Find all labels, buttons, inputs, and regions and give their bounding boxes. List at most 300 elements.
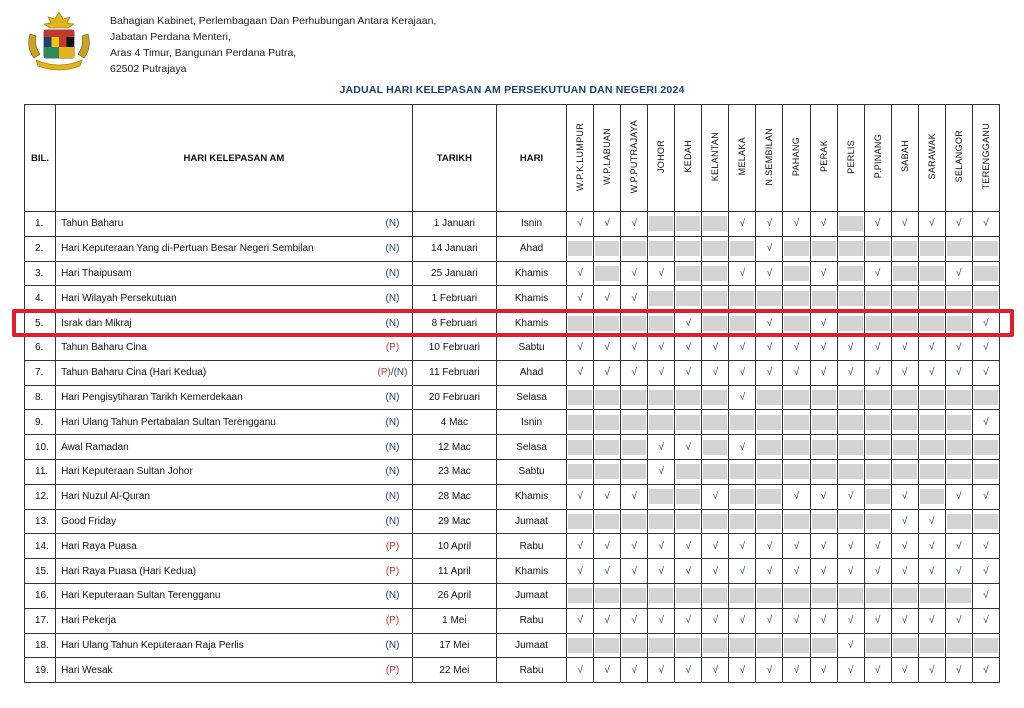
check-mark-icon: √	[945, 534, 972, 559]
not-holiday-cell	[567, 311, 594, 336]
grey-fill	[784, 638, 808, 653]
grey-fill	[730, 241, 754, 256]
grey-fill	[947, 440, 971, 455]
check-mark-icon: √	[945, 559, 972, 584]
not-holiday-cell	[837, 385, 864, 410]
grey-fill	[703, 638, 727, 653]
not-holiday-cell	[945, 236, 972, 261]
not-holiday-cell	[837, 459, 864, 484]
not-holiday-cell	[945, 633, 972, 658]
check-mark-icon: √	[918, 212, 945, 237]
check-mark-icon: √	[918, 608, 945, 633]
check-mark-icon: √	[648, 658, 675, 683]
table-row	[25, 410, 1000, 435]
not-holiday-cell	[891, 311, 918, 336]
check-mark-icon: √	[891, 484, 918, 509]
not-holiday-cell	[702, 459, 729, 484]
check-mark-icon: √	[891, 608, 918, 633]
not-holiday-cell	[567, 583, 594, 608]
holiday-name: Hari Keputeraan Yang di-Pertuan Besar Negeri Sembilan	[56, 236, 374, 261]
grey-fill	[920, 415, 944, 430]
not-holiday-cell	[702, 583, 729, 608]
holiday-table	[24, 104, 1000, 683]
not-holiday-cell	[918, 459, 945, 484]
not-holiday-cell	[783, 236, 810, 261]
holiday-date: 1 Januari	[412, 212, 496, 237]
row-number: 17.	[25, 608, 56, 633]
grey-fill	[676, 464, 700, 479]
holiday-type-badge: (N)	[373, 311, 412, 336]
not-holiday-cell	[918, 311, 945, 336]
holiday-name: Hari Wesak	[56, 658, 374, 683]
holiday-type-badge: (N)	[373, 212, 412, 237]
state-label: PERLIS	[845, 139, 856, 174]
grey-fill	[784, 415, 808, 430]
grey-fill	[839, 514, 863, 529]
check-mark-icon: √	[675, 608, 702, 633]
check-mark-icon: √	[621, 212, 648, 237]
check-mark-icon: √	[594, 534, 621, 559]
grey-fill	[812, 291, 836, 306]
not-holiday-cell	[810, 286, 837, 311]
check-mark-icon: √	[783, 658, 810, 683]
check-mark-icon: √	[756, 311, 783, 336]
check-mark-icon: √	[702, 658, 729, 683]
check-mark-icon: √	[648, 608, 675, 633]
grey-fill	[866, 638, 890, 653]
check-mark-icon: √	[621, 608, 648, 633]
not-holiday-cell	[648, 286, 675, 311]
grey-fill	[947, 291, 971, 306]
grey-fill	[947, 588, 971, 603]
not-holiday-cell	[864, 236, 891, 261]
table-row	[25, 311, 1000, 336]
grey-fill	[893, 266, 917, 281]
row-number: 14.	[25, 534, 56, 559]
grey-fill	[784, 440, 808, 455]
not-holiday-cell	[648, 385, 675, 410]
not-holiday-cell	[567, 236, 594, 261]
check-mark-icon: √	[594, 360, 621, 385]
not-holiday-cell	[810, 633, 837, 658]
not-holiday-cell	[729, 286, 756, 311]
grey-fill	[812, 588, 836, 603]
not-holiday-cell	[783, 385, 810, 410]
not-holiday-cell	[756, 435, 783, 460]
grey-fill	[649, 638, 673, 653]
grey-fill	[649, 390, 673, 405]
grey-fill	[730, 316, 754, 331]
not-holiday-cell	[837, 311, 864, 336]
check-mark-icon: √	[972, 212, 999, 237]
grey-fill	[893, 638, 917, 653]
holiday-type-badge: (N)	[373, 261, 412, 286]
not-holiday-cell	[864, 311, 891, 336]
check-mark-icon: √	[702, 534, 729, 559]
check-mark-icon: √	[945, 608, 972, 633]
grey-fill	[920, 316, 944, 331]
check-mark-icon: √	[837, 534, 864, 559]
check-mark-icon: √	[756, 261, 783, 286]
grey-fill	[974, 514, 998, 529]
address-line: Bahagian Kabinet, Perlembagaan Dan Perhubungan Antara Kerajaan,	[110, 15, 437, 27]
not-holiday-cell	[675, 286, 702, 311]
check-mark-icon: √	[621, 360, 648, 385]
grey-fill	[866, 489, 890, 504]
check-mark-icon: √	[837, 633, 864, 658]
grey-fill	[568, 464, 592, 479]
check-mark-icon: √	[783, 360, 810, 385]
not-holiday-cell	[864, 459, 891, 484]
state-label: PAHANG	[791, 136, 802, 177]
not-holiday-cell	[837, 286, 864, 311]
grey-fill	[784, 390, 808, 405]
check-mark-icon: √	[972, 484, 999, 509]
grey-fill	[784, 464, 808, 479]
not-holiday-cell	[594, 311, 621, 336]
holiday-weekday: Ahad	[496, 236, 566, 261]
check-mark-icon: √	[945, 484, 972, 509]
grey-fill	[622, 241, 646, 256]
not-holiday-cell	[756, 410, 783, 435]
holiday-weekday: Selasa	[496, 385, 566, 410]
row-number: 19.	[25, 658, 56, 683]
row-number: 10.	[25, 435, 56, 460]
not-holiday-cell	[918, 385, 945, 410]
table-row	[25, 534, 1000, 559]
not-holiday-cell	[891, 633, 918, 658]
check-mark-icon: √	[675, 360, 702, 385]
grey-fill	[703, 291, 727, 306]
not-holiday-cell	[702, 509, 729, 534]
not-holiday-cell	[864, 385, 891, 410]
holiday-date: 4 Mac	[412, 410, 496, 435]
grey-fill	[757, 489, 781, 504]
not-holiday-cell	[864, 633, 891, 658]
not-holiday-cell	[891, 385, 918, 410]
not-holiday-cell	[621, 236, 648, 261]
grey-fill	[839, 390, 863, 405]
not-holiday-cell	[810, 435, 837, 460]
check-mark-icon: √	[891, 335, 918, 360]
check-mark-icon: √	[891, 360, 918, 385]
grey-fill	[812, 415, 836, 430]
check-mark-icon: √	[972, 410, 999, 435]
grey-fill	[595, 440, 619, 455]
holiday-name: Hari Pengisytiharan Tarikh Kemerdekaan	[56, 385, 374, 410]
grey-fill	[866, 440, 890, 455]
grey-fill	[784, 291, 808, 306]
grey-fill	[649, 316, 673, 331]
holiday-weekday: Rabu	[496, 658, 566, 683]
check-mark-icon: √	[756, 534, 783, 559]
header-state-melaka	[729, 105, 756, 212]
holiday-name: Tahun Baharu	[56, 212, 374, 237]
grey-fill	[703, 316, 727, 331]
not-holiday-cell	[567, 633, 594, 658]
grey-fill	[920, 638, 944, 653]
check-mark-icon: √	[702, 335, 729, 360]
grey-fill	[974, 464, 998, 479]
not-holiday-cell	[675, 633, 702, 658]
header-state-p-pinang	[864, 105, 891, 212]
table-row	[25, 435, 1000, 460]
not-holiday-cell	[756, 633, 783, 658]
grey-fill	[920, 464, 944, 479]
check-mark-icon: √	[648, 335, 675, 360]
grey-fill	[649, 489, 673, 504]
check-mark-icon: √	[972, 534, 999, 559]
check-mark-icon: √	[621, 261, 648, 286]
header-state-kelantan	[702, 105, 729, 212]
holiday-type-badge: (P)	[373, 534, 412, 559]
grey-fill	[703, 588, 727, 603]
grey-fill	[595, 588, 619, 603]
not-holiday-cell	[810, 410, 837, 435]
not-holiday-cell	[783, 633, 810, 658]
not-holiday-cell	[837, 236, 864, 261]
check-mark-icon: √	[594, 559, 621, 584]
not-holiday-cell	[810, 583, 837, 608]
grey-fill	[974, 266, 998, 281]
not-holiday-cell	[594, 410, 621, 435]
grey-fill	[568, 390, 592, 405]
grey-fill	[622, 638, 646, 653]
check-mark-icon: √	[594, 484, 621, 509]
grey-fill	[649, 291, 673, 306]
holiday-weekday: Sabtu	[496, 459, 566, 484]
row-number: 15.	[25, 559, 56, 584]
table-row	[25, 633, 1000, 658]
grey-fill	[730, 489, 754, 504]
check-mark-icon: √	[594, 658, 621, 683]
not-holiday-cell	[837, 583, 864, 608]
holiday-date: 22 Mei	[412, 658, 496, 683]
grey-fill	[622, 588, 646, 603]
state-label: JOHOR	[656, 140, 667, 173]
not-holiday-cell	[972, 385, 999, 410]
not-holiday-cell	[783, 583, 810, 608]
check-mark-icon: √	[648, 559, 675, 584]
grey-fill	[920, 241, 944, 256]
header-state-w-p-putrajaya	[621, 105, 648, 212]
check-mark-icon: √	[594, 335, 621, 360]
check-mark-icon: √	[972, 335, 999, 360]
not-holiday-cell	[972, 459, 999, 484]
grey-fill	[703, 241, 727, 256]
grey-fill	[730, 464, 754, 479]
state-label: KEDAH	[683, 140, 694, 173]
check-mark-icon: √	[810, 559, 837, 584]
not-holiday-cell	[567, 410, 594, 435]
check-mark-icon: √	[837, 484, 864, 509]
holiday-weekday: Isnin	[496, 410, 566, 435]
not-holiday-cell	[729, 484, 756, 509]
grey-fill	[703, 266, 727, 281]
check-mark-icon: √	[864, 534, 891, 559]
grey-fill	[974, 440, 998, 455]
not-holiday-cell	[756, 385, 783, 410]
grey-fill	[866, 514, 890, 529]
header-state-perlis	[837, 105, 864, 212]
grey-fill	[839, 216, 863, 231]
grey-fill	[947, 464, 971, 479]
check-mark-icon: √	[972, 658, 999, 683]
not-holiday-cell	[567, 385, 594, 410]
not-holiday-cell	[702, 410, 729, 435]
not-holiday-cell	[945, 410, 972, 435]
check-mark-icon: √	[729, 212, 756, 237]
check-mark-icon: √	[864, 658, 891, 683]
holiday-weekday: Jumaat	[496, 633, 566, 658]
grey-fill	[730, 415, 754, 430]
state-label: W.P.K.LUMPUR	[575, 122, 586, 191]
not-holiday-cell	[837, 410, 864, 435]
not-holiday-cell	[918, 236, 945, 261]
not-holiday-cell	[891, 583, 918, 608]
grey-fill	[784, 241, 808, 256]
address-line: Jabatan Perdana Menteri,	[110, 31, 231, 43]
check-mark-icon: √	[972, 559, 999, 584]
grey-fill	[649, 588, 673, 603]
not-holiday-cell	[702, 435, 729, 460]
not-holiday-cell	[621, 459, 648, 484]
table-header-row	[25, 105, 1000, 212]
check-mark-icon: √	[675, 658, 702, 683]
grey-fill	[784, 588, 808, 603]
row-number: 16.	[25, 583, 56, 608]
header-state-johor	[648, 105, 675, 212]
table-row	[25, 335, 1000, 360]
check-mark-icon: √	[567, 286, 594, 311]
check-mark-icon: √	[729, 360, 756, 385]
address-line: 62502 Putrajaya	[110, 63, 187, 75]
grey-fill	[595, 241, 619, 256]
not-holiday-cell	[756, 459, 783, 484]
state-label: KELANTAN	[710, 131, 721, 182]
not-holiday-cell	[945, 286, 972, 311]
not-holiday-cell	[756, 583, 783, 608]
check-mark-icon: √	[783, 212, 810, 237]
holiday-date: 11 Februari	[412, 360, 496, 385]
check-mark-icon: √	[864, 559, 891, 584]
grey-fill	[703, 464, 727, 479]
holiday-date: 20 Februari	[412, 385, 496, 410]
not-holiday-cell	[621, 385, 648, 410]
check-mark-icon: √	[864, 212, 891, 237]
not-holiday-cell	[864, 286, 891, 311]
table-row	[25, 459, 1000, 484]
check-mark-icon: √	[810, 484, 837, 509]
grey-fill	[649, 241, 673, 256]
check-mark-icon: √	[675, 534, 702, 559]
check-mark-icon: √	[594, 286, 621, 311]
not-holiday-cell	[729, 583, 756, 608]
grey-fill	[568, 415, 592, 430]
not-holiday-cell	[648, 212, 675, 237]
holiday-type-badge: (P)	[373, 608, 412, 633]
check-mark-icon: √	[837, 559, 864, 584]
state-label: TERENGGANU	[980, 123, 991, 190]
not-holiday-cell	[702, 236, 729, 261]
check-mark-icon: √	[918, 360, 945, 385]
check-mark-icon: √	[567, 212, 594, 237]
check-mark-icon: √	[918, 658, 945, 683]
not-holiday-cell	[675, 385, 702, 410]
type-n: /(N)	[390, 367, 408, 379]
type-p: (P)	[377, 367, 391, 379]
check-mark-icon: √	[756, 360, 783, 385]
grey-fill	[676, 415, 700, 430]
check-mark-icon: √	[567, 559, 594, 584]
grey-fill	[757, 390, 781, 405]
not-holiday-cell	[810, 236, 837, 261]
header-state-sarawak	[918, 105, 945, 212]
not-holiday-cell	[918, 435, 945, 460]
holiday-weekday: Khamis	[496, 484, 566, 509]
grey-fill	[757, 464, 781, 479]
table-row	[25, 286, 1000, 311]
not-holiday-cell	[567, 459, 594, 484]
table-row	[25, 484, 1000, 509]
row-number: 12.	[25, 484, 56, 509]
holiday-name: Tahun Baharu Cina	[56, 335, 374, 360]
check-mark-icon: √	[621, 534, 648, 559]
header-state-pahang	[783, 105, 810, 212]
not-holiday-cell	[648, 509, 675, 534]
not-holiday-cell	[648, 583, 675, 608]
check-mark-icon: √	[648, 261, 675, 286]
grey-fill	[839, 316, 863, 331]
grey-fill	[812, 241, 836, 256]
grey-fill	[622, 464, 646, 479]
check-mark-icon: √	[756, 212, 783, 237]
holiday-name: Hari Ulang Tahun Keputeraan Raja Perlis	[56, 633, 374, 658]
check-mark-icon: √	[702, 360, 729, 385]
holiday-weekday: Sabtu	[496, 335, 566, 360]
not-holiday-cell	[972, 236, 999, 261]
check-mark-icon: √	[729, 335, 756, 360]
header-state-terengganu	[972, 105, 999, 212]
grey-fill	[893, 241, 917, 256]
holiday-date: 23 Mac	[412, 459, 496, 484]
check-mark-icon: √	[864, 608, 891, 633]
table-row	[25, 212, 1000, 237]
check-mark-icon: √	[675, 335, 702, 360]
grey-fill	[757, 415, 781, 430]
check-mark-icon: √	[810, 360, 837, 385]
not-holiday-cell	[675, 410, 702, 435]
not-holiday-cell	[972, 286, 999, 311]
holiday-type-badge: (P)	[373, 658, 412, 683]
check-mark-icon: √	[729, 608, 756, 633]
not-holiday-cell	[594, 261, 621, 286]
grey-fill	[649, 415, 673, 430]
check-mark-icon: √	[567, 360, 594, 385]
not-holiday-cell	[837, 212, 864, 237]
not-holiday-cell	[972, 633, 999, 658]
check-mark-icon: √	[891, 658, 918, 683]
grey-fill	[893, 316, 917, 331]
check-mark-icon: √	[972, 360, 999, 385]
grey-fill	[839, 241, 863, 256]
check-mark-icon: √	[945, 212, 972, 237]
grey-fill	[703, 514, 727, 529]
not-holiday-cell	[756, 286, 783, 311]
table-row	[25, 559, 1000, 584]
header-state-w-p-k-lumpur	[567, 105, 594, 212]
not-holiday-cell	[702, 212, 729, 237]
